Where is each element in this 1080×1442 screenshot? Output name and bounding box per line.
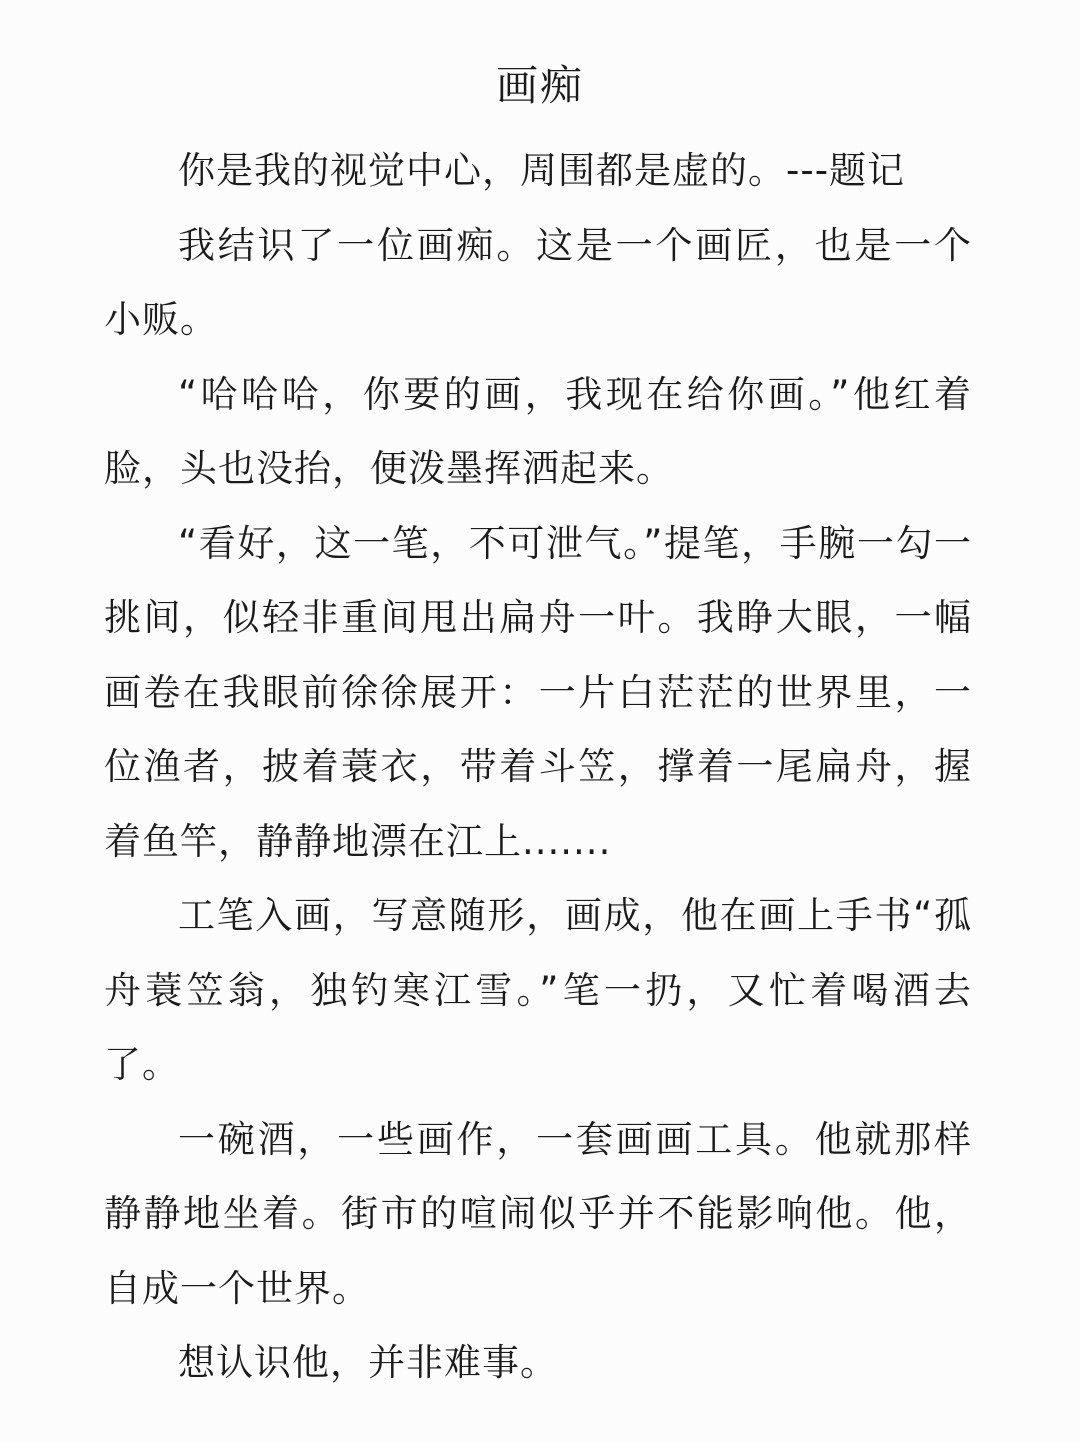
paragraph-1: 我结识了一位画痴。这是一个画匠，也是一个小贩。	[104, 223, 972, 341]
document-title: 画痴	[495, 61, 584, 110]
paragraph-6: 想认识他，并非难事。	[178, 1341, 558, 1384]
paragraph-5: 一碗酒，一些画作，一套画画工具。他就那样静静地坐着。街市的喧闹似乎并不能影响他。他，自成一个世界。	[104, 1117, 972, 1310]
paragraph-4: 工笔入画，写意随形，画成，他在画上手书“孤舟蓑笠翁，独钓寒江雪。”笔一扔，又忙着喝酒去了。	[104, 894, 972, 1086]
paragraph-epigraph: 你是我的视觉中心，周围都是虚的。---题记	[178, 149, 906, 192]
paragraph-2: “哈哈哈，你要的画，我现在给你画。”他红着脸，头也没抬，便泼墨挥洒起来。	[104, 372, 972, 490]
paragraph-3: “看好，这一笔，不可泄气。”提笔，手腕一勾一挑间，似轻非重间甩出扁舟一叶。我睁大眼，一幅画卷在我眼前徐徐展开：一片白茫茫的世界里，一位渔者，披着蓑衣，带着斗笠，撑着一尾扁舟，握着鱼竿，静静地漂在江上.......	[104, 521, 972, 863]
